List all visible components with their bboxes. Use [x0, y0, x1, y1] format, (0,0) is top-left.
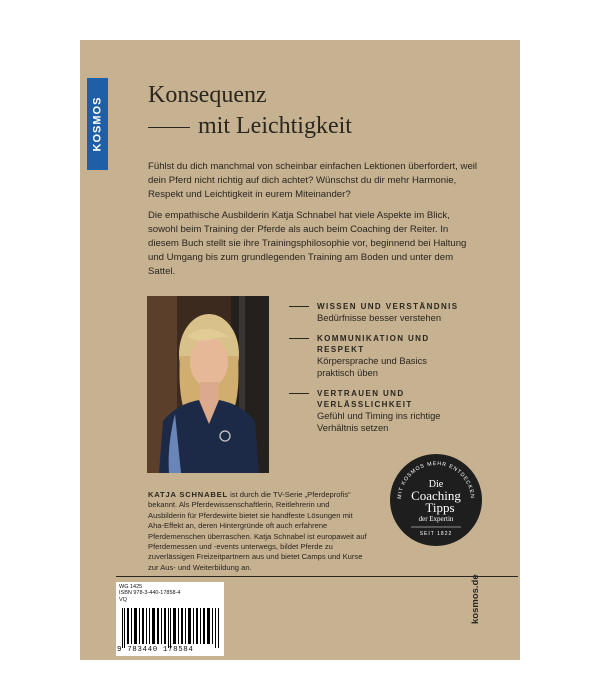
feature-item [289, 388, 459, 434]
author-photo [147, 296, 269, 473]
feature-item [289, 301, 459, 324]
feature-heading: VERTRAUEN UND VERLÄSSLICHKEIT [317, 389, 413, 409]
author-bio [148, 490, 368, 573]
coaching-tipps-badge [389, 453, 483, 547]
book-title [148, 80, 352, 142]
badge-line-4: der Expertin [418, 515, 454, 523]
author-bio-text: ist durch die TV-Serie „Pferdeprofis“ bekannt. Als Pferdewissenschaftlerin, Reitlehrerin und Ausbilderin für Pferdewirte bietet sie handfeste Lösungen mit Aha-Effekt an, deren Hintergründe oft auch erfahrene Pferdemenschen überraschen. Katja Schnabel ist europaweit auf Pferdemessen und -events unterwegs, bildet Pferde zu zuverlässigen Freizeitpartnern aus und bietet Camps und Kurse zur Aus- und Weiterbildung an. [148, 490, 367, 572]
barcode-meta [119, 584, 180, 603]
vq-code: VQ [119, 596, 127, 603]
wg-code: WG 1425 [119, 584, 143, 590]
feature-dash [289, 306, 309, 307]
feature-text: Gefühl und Timing ins richtige Verhältnis setzen [317, 410, 441, 433]
title-line-2: mit Leichtigkeit [198, 113, 352, 139]
feature-item [289, 333, 459, 379]
feature-heading: WISSEN UND VERSTÄNDNIS [317, 302, 459, 311]
barcode-bars [122, 608, 220, 648]
badge-line-2: Coaching [411, 488, 461, 503]
intro-paragraph-1: Fühlst du dich manchmal von scheinbar einfachen Lektionen überfordert, weil dein Pferd nicht richtig auf dich achtet? Wünschst du dir mehr Harmonie, Respekt und Leichtigkeit in eurem Miteinander? [148, 161, 478, 200]
website-url[interactable]: kosmos.de [470, 574, 481, 624]
barcode-digits: 9 783440 178584 [117, 646, 194, 654]
isbn-number: ISBN 978-3-440-17858-4 [119, 590, 181, 597]
badge-line-3: Tipps [425, 500, 455, 515]
feature-text: Bedürfnisse besser verstehen [317, 312, 442, 323]
author-portrait-image [147, 296, 269, 473]
feature-dash [289, 338, 309, 339]
feature-text: Körpersprache und Basics praktisch üben [317, 355, 427, 378]
title-line-1: Konsequenz [148, 82, 267, 108]
author-name: KATJA SCHNABEL [148, 490, 228, 499]
badge-since: SEIT 1822 [419, 531, 453, 537]
kosmos-logo-tab [87, 78, 108, 170]
feature-heading: KOMMUNIKATION UND RESPEKT [317, 334, 430, 354]
badge-line-1: Die [428, 479, 444, 490]
feature-list [289, 301, 459, 443]
bottom-divider [116, 576, 518, 577]
badge-arc-text: MIT KOSMOS MEHR ENTDECKEN [396, 460, 476, 500]
title-line-2-row [148, 111, 352, 142]
brand-name: KOSMOS [91, 96, 104, 152]
barcode-area [116, 582, 224, 656]
title-dash [148, 127, 190, 129]
intro-paragraph-2: Die empathische Ausbilderin Katja Schnabel hat viele Aspekte im Blick, sowohl beim Training der Pferde als auch beim Coaching der Reiter. In diesem Buch stellt sie ihre Trainingsphilosophie vor, beginnend bei Haltung und Umgang bis zum grundlegenden Training am Boden und unter dem Sattel. [148, 210, 467, 277]
badge-seal [389, 453, 483, 547]
feature-dash [289, 393, 309, 394]
intro-text [148, 160, 478, 286]
